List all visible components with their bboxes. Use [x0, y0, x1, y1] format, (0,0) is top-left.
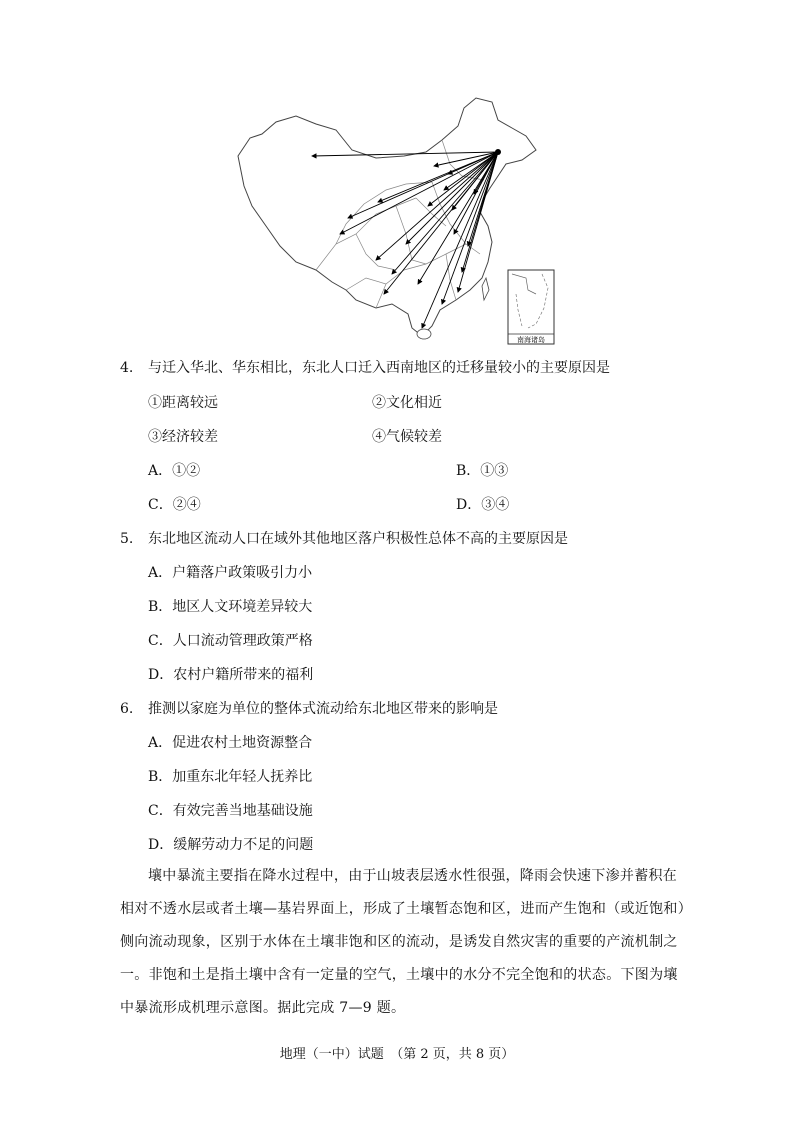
origin-point — [495, 149, 501, 155]
option-d[interactable]: D．农村户籍所带来的福利 — [148, 667, 314, 683]
question-number: 6. — [120, 701, 134, 717]
option-a[interactable]: A．促进农村土地资源整合 — [148, 735, 313, 751]
question-4 — [0, 358, 794, 378]
question-stem: 与迁入华北、华东相比，东北人口迁入西南地区的迁移量较小的主要原因是 — [148, 360, 610, 376]
option-c[interactable]: C．人口流动管理政策严格 — [148, 633, 313, 649]
option-a[interactable]: A．户籍落户政策吸引力小 — [148, 565, 313, 581]
option-d[interactable]: D．缓解劳动力不足的问题 — [148, 837, 314, 853]
option-b[interactable]: B．加重东北年轻人抚养比 — [148, 769, 313, 785]
hainan-island — [417, 329, 431, 339]
question-stem: 推测以家庭为单位的整体式流动给东北地区带来的影响是 — [148, 701, 498, 717]
south-china-sea-inset — [508, 270, 554, 344]
question-5 — [0, 529, 794, 549]
question-stem: 东北地区流动人口在域外其他地区落户积极性总体不高的主要原因是 — [148, 531, 568, 547]
reading-passage: 壤中暴流主要指在降水过程中，由于山坡表层透水性很强，降雨会快速下渗并蓄积在相对不透水层或者土壤—基岩界面上，形成了土壤暂态饱和区，进而产生饱和（或近饱和）侧向流动现象，区别于水体在土壤非饱和区的流动，是诱发自然灾害的重要的产流机制之一。非饱和土是指土壤中含有一定量的空气，土壤中的水分不完全饱和的状态。下图为壤中暴流形成机理示意图。据此完成 7—9 题。 — [120, 868, 685, 1016]
statement-4: ④气候较差 — [372, 429, 442, 445]
statement-2: ②文化相近 — [372, 395, 442, 411]
option-a[interactable]: A．①② — [148, 463, 201, 479]
option-c[interactable]: C．有效完善当地基础设施 — [148, 803, 313, 819]
inset-label: 南海诸岛 — [517, 336, 545, 344]
question-6 — [0, 699, 794, 719]
taiwan-island — [482, 278, 489, 300]
statement-3: ③经济较差 — [148, 429, 218, 445]
option-c[interactable]: C．②④ — [148, 497, 201, 513]
migration-map — [236, 94, 558, 348]
statement-1: ①距离较远 — [148, 395, 218, 411]
option-b[interactable]: B．地区人文环境差异较大 — [148, 599, 313, 615]
option-b[interactable]: B．①③ — [456, 463, 509, 479]
question-number: 4. — [120, 360, 134, 376]
page-footer: 地理（一中）试题 （第 2 页，共 8 页） — [279, 1047, 515, 1062]
option-d[interactable]: D．③④ — [456, 497, 510, 513]
question-number: 5. — [120, 531, 134, 547]
china-outline — [238, 98, 536, 336]
